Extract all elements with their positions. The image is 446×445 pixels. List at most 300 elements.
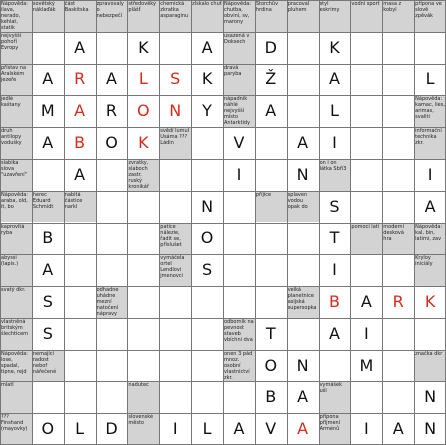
empty-cell[interactable] — [127, 286, 159, 318]
cell-letter: D — [105, 419, 118, 439]
cell-letter: N — [296, 355, 309, 375]
clue-text: narkl — [64, 203, 78, 210]
empty-cell[interactable] — [350, 159, 382, 191]
cell-letter: I — [363, 419, 369, 439]
letter-cell[interactable] — [32, 286, 64, 318]
empty-cell[interactable] — [64, 381, 96, 413]
letter-cell[interactable] — [319, 286, 351, 318]
clue-cell — [127, 159, 159, 191]
empty-cell[interactable] — [255, 286, 287, 318]
clue-cell — [223, 350, 255, 382]
cell-letter: K — [138, 37, 149, 57]
empty-cell[interactable] — [319, 350, 351, 382]
empty-cell[interactable] — [191, 318, 223, 350]
empty-cell[interactable] — [127, 318, 159, 350]
clue-cell — [64, 191, 96, 223]
empty-cell[interactable] — [96, 350, 128, 382]
letter-cell[interactable] — [191, 32, 223, 64]
grid-line-horizontal — [0, 159, 446, 160]
clue-cell — [0, 95, 32, 127]
empty-cell[interactable] — [350, 381, 382, 413]
cell-letter: A — [329, 323, 340, 343]
empty-cell[interactable] — [64, 350, 96, 382]
letter-cell[interactable] — [414, 64, 446, 96]
empty-cell[interactable] — [350, 191, 382, 223]
empty-cell[interactable] — [287, 64, 319, 96]
empty-cell[interactable] — [127, 223, 159, 255]
letter-cell[interactable] — [319, 318, 351, 350]
clue-text: nejvyšší místo Antarktidy — [224, 108, 251, 127]
empty-cell[interactable] — [159, 191, 191, 223]
empty-cell[interactable] — [223, 254, 255, 286]
grid-line-horizontal — [0, 223, 446, 224]
cell-letter: I — [332, 133, 337, 153]
empty-cell[interactable] — [350, 95, 382, 127]
clue-text: abyssi (lapis.) — [1, 255, 19, 268]
letter-cell[interactable] — [32, 127, 64, 159]
empty-cell[interactable] — [64, 254, 96, 286]
letter-cell[interactable] — [32, 95, 64, 127]
letter-cell[interactable] — [287, 413, 319, 445]
clue-text: nápadník náhlé — [224, 96, 248, 109]
letter-cell[interactable] — [319, 254, 351, 286]
empty-cell[interactable] — [32, 381, 64, 413]
clue-cell — [382, 0, 414, 32]
cell-letter: B — [74, 133, 86, 153]
letter-cell[interactable] — [159, 64, 191, 96]
clue-text: Lendlovi jmenovci — [160, 267, 183, 280]
grid-line-horizontal — [0, 350, 446, 351]
clue-cell — [0, 191, 32, 223]
empty-cell[interactable] — [255, 223, 287, 255]
cell-letter: A — [360, 291, 372, 311]
letter-cell[interactable] — [96, 64, 128, 96]
clue-text: středověký plášť — [128, 1, 156, 13]
clue-cell — [32, 191, 64, 223]
clue-cell — [350, 223, 382, 255]
cell-letter: A — [42, 69, 54, 89]
empty-cell[interactable] — [350, 127, 382, 159]
clue-text: splaven vodou — [287, 191, 308, 204]
clue-cell — [223, 318, 255, 350]
clue-cell — [414, 0, 446, 32]
cell-letter: S — [329, 196, 340, 216]
cell-letter: Y — [202, 101, 212, 121]
letter-cell[interactable] — [350, 413, 382, 445]
cell-letter: B — [42, 228, 54, 248]
empty-cell[interactable] — [96, 318, 128, 350]
cell-letter: T — [329, 228, 340, 248]
clue-text: usazená v Doksech — [224, 32, 250, 45]
letter-cell[interactable] — [159, 95, 191, 127]
clue-cell — [0, 318, 32, 350]
clue-text: nejvyšší pohoří Evropy — [1, 32, 22, 51]
letter-cell[interactable] — [191, 254, 223, 286]
letter-cell[interactable] — [255, 64, 287, 96]
empty-cell[interactable] — [159, 318, 191, 350]
cell-letter: A — [74, 164, 86, 184]
empty-cell[interactable] — [382, 350, 414, 382]
empty-cell[interactable] — [32, 159, 64, 191]
empty-cell[interactable] — [287, 95, 319, 127]
grid-line-horizontal — [0, 32, 446, 33]
letter-cell[interactable] — [96, 413, 128, 445]
empty-cell[interactable] — [191, 350, 223, 382]
clue-text: masa z kobyl — [383, 1, 402, 13]
clue-cell — [0, 0, 32, 32]
letter-cell[interactable] — [191, 191, 223, 223]
letter-cell[interactable] — [319, 64, 351, 96]
letter-cell[interactable] — [350, 286, 382, 318]
clue-text: odhadne uhádne — [96, 287, 119, 300]
cell-letter: O — [264, 355, 278, 375]
empty-cell[interactable] — [127, 254, 159, 286]
empty-cell[interactable] — [191, 381, 223, 413]
clue-text: zlskalo chuť — [192, 1, 222, 7]
letter-cell[interactable] — [319, 191, 351, 223]
clue-text: nálezie, řadit se, příslušet — [160, 229, 182, 248]
clue-cell — [414, 350, 446, 382]
empty-cell[interactable] — [255, 254, 287, 286]
cell-letter: N — [169, 101, 182, 121]
clue-text: svědí lumul — [160, 128, 190, 135]
cell-letter: N — [424, 419, 437, 439]
clue-cell — [0, 127, 32, 159]
letter-cell[interactable] — [191, 223, 223, 255]
clue-cell — [223, 64, 255, 96]
cell-letter: R — [74, 69, 86, 89]
letter-cell[interactable] — [319, 127, 351, 159]
clue-cell — [319, 381, 351, 413]
cell-letter: A — [297, 419, 309, 439]
clue-cell — [0, 32, 32, 64]
empty-cell[interactable] — [255, 127, 287, 159]
letter-cell[interactable] — [350, 350, 382, 382]
grid-line-horizontal — [0, 95, 446, 96]
letter-cell[interactable] — [414, 381, 446, 413]
empty-cell[interactable] — [159, 32, 191, 64]
cell-letter: Ž — [265, 69, 277, 89]
clue-text: ??? Finshand (mayovky) — [1, 414, 28, 433]
clue-text: zvratky, slaboch zastr. — [128, 159, 149, 178]
clue-cell — [350, 0, 382, 32]
clue-text: Nápověda: ilava, nerado, kehlat, statik — [1, 1, 28, 31]
empty-cell[interactable] — [382, 95, 414, 127]
empty-cell[interactable] — [382, 191, 414, 223]
empty-cell[interactable] — [287, 254, 319, 286]
clue-text: jedlé kaštany — [1, 96, 21, 109]
clue-text: patice — [160, 223, 176, 230]
clue-cell — [223, 95, 255, 127]
empty-cell[interactable] — [159, 381, 191, 413]
empty-cell[interactable] — [255, 159, 287, 191]
clue-text: zpravovaly o nebezpečí — [96, 1, 124, 19]
empty-cell[interactable] — [96, 159, 128, 191]
cell-letter: A — [74, 37, 86, 57]
empty-cell[interactable] — [382, 32, 414, 64]
letter-cell[interactable] — [159, 413, 191, 445]
letter-cell[interactable] — [255, 318, 287, 350]
letter-cell[interactable] — [32, 254, 64, 286]
empty-cell[interactable] — [191, 127, 223, 159]
letter-cell[interactable] — [287, 350, 319, 382]
letter-cell[interactable] — [127, 127, 159, 159]
clue-text: kaprovitá ryba — [1, 223, 25, 236]
empty-cell[interactable] — [32, 32, 64, 64]
clue-cell — [127, 381, 159, 413]
letter-cell[interactable] — [223, 159, 255, 191]
cell-letter: S — [170, 69, 181, 89]
letter-cell[interactable] — [414, 159, 446, 191]
grid-line-horizontal — [0, 413, 446, 414]
letter-cell[interactable] — [64, 159, 96, 191]
empty-cell[interactable] — [64, 286, 96, 318]
cell-letter: A — [329, 69, 340, 89]
clue-cell — [255, 0, 287, 32]
letter-cell[interactable] — [191, 95, 223, 127]
letter-cell[interactable] — [32, 413, 64, 445]
clue-cell — [287, 0, 319, 32]
empty-cell[interactable] — [223, 223, 255, 255]
empty-cell[interactable] — [350, 64, 382, 96]
letter-cell[interactable] — [382, 286, 414, 318]
cell-letter: L — [330, 101, 339, 121]
cell-letter: I — [172, 419, 178, 439]
letter-cell[interactable] — [64, 413, 96, 445]
cell-letter: V — [265, 419, 277, 439]
clue-text: vymáčela ortel — [160, 255, 185, 268]
cell-letter: S — [201, 260, 213, 280]
empty-cell[interactable] — [96, 32, 128, 64]
cell-letter: K — [201, 69, 213, 89]
cell-letter: N — [201, 196, 214, 216]
letter-cell[interactable] — [223, 127, 255, 159]
grid-line-horizontal — [0, 191, 446, 192]
clue-text: moderní desková hra — [383, 223, 404, 242]
cell-letter: B — [265, 387, 277, 407]
clue-text: přístav na Aralském jezeře — [1, 64, 27, 83]
clue-cell — [414, 223, 446, 255]
empty-cell[interactable] — [223, 286, 255, 318]
clue-text: herec Eduard Schmidt — [32, 191, 54, 210]
empty-cell[interactable] — [96, 381, 128, 413]
clue-text: Usáma ??? — [160, 134, 188, 141]
cell-letter: D — [264, 37, 277, 57]
clue-cell — [287, 286, 319, 318]
letter-cell[interactable] — [32, 64, 64, 96]
empty-cell[interactable] — [96, 223, 128, 255]
cell-letter: I — [236, 164, 242, 184]
cell-letter: L — [202, 419, 212, 439]
letter-cell[interactable] — [64, 127, 96, 159]
clue-cell — [127, 413, 159, 445]
clue-text: Ládin — [160, 140, 174, 147]
empty-cell[interactable] — [350, 32, 382, 64]
cell-letter: I — [332, 260, 337, 280]
empty-cell[interactable] — [382, 159, 414, 191]
clue-text: vodní sport — [351, 1, 380, 7]
cell-letter: A — [42, 133, 54, 153]
letter-cell[interactable] — [64, 64, 96, 96]
letter-cell[interactable] — [414, 286, 446, 318]
clue-text: Kryloy inicíály — [415, 255, 433, 268]
letter-cell[interactable] — [287, 127, 319, 159]
letter-cell[interactable] — [382, 413, 414, 445]
empty-cell[interactable] — [414, 32, 446, 64]
empty-cell[interactable] — [382, 318, 414, 350]
letter-cell[interactable] — [255, 381, 287, 413]
empty-cell[interactable] — [96, 191, 128, 223]
clue-cell — [159, 127, 191, 159]
empty-cell[interactable] — [191, 286, 223, 318]
letter-cell[interactable] — [287, 381, 319, 413]
letter-cell[interactable] — [287, 159, 319, 191]
letter-cell[interactable] — [319, 223, 351, 255]
letter-cell[interactable] — [255, 95, 287, 127]
empty-cell[interactable] — [382, 254, 414, 286]
empty-cell[interactable] — [159, 159, 191, 191]
empty-cell[interactable] — [382, 127, 414, 159]
empty-cell[interactable] — [159, 286, 191, 318]
cell-letter: A — [297, 387, 309, 407]
clue-cell — [0, 350, 32, 382]
clue-text: nabitá částice — [64, 191, 83, 204]
letter-cell[interactable] — [414, 413, 446, 445]
clue-text: svatý dkr. — [1, 287, 26, 294]
clue-text: přípona příjmení Arménů — [319, 414, 341, 433]
empty-cell[interactable] — [350, 254, 382, 286]
empty-cell[interactable] — [223, 191, 255, 223]
letter-cell[interactable] — [350, 318, 382, 350]
empty-cell[interactable] — [127, 191, 159, 223]
clue-cell — [414, 127, 446, 159]
clue-text: asijská supersopka — [287, 299, 317, 312]
clue-cell — [64, 0, 96, 32]
letter-cell[interactable] — [32, 318, 64, 350]
clue-text: on i on — [319, 159, 337, 166]
empty-cell[interactable] — [287, 223, 319, 255]
letter-cell[interactable] — [64, 32, 96, 64]
clue-cell — [32, 350, 64, 382]
clue-text: styl eskrimy — [319, 1, 340, 13]
cell-letter: O — [137, 101, 150, 121]
letter-cell[interactable] — [223, 413, 255, 445]
empty-cell[interactable] — [64, 223, 96, 255]
letter-cell[interactable] — [64, 95, 96, 127]
letter-cell[interactable] — [191, 413, 223, 445]
letter-cell[interactable] — [96, 127, 128, 159]
clue-cell — [319, 159, 351, 191]
cell-letter: L — [138, 69, 148, 89]
clue-cell — [191, 0, 223, 32]
clue-cell — [159, 223, 191, 255]
empty-cell[interactable] — [96, 254, 128, 286]
clue-text: nemající radost — [32, 350, 54, 363]
letter-cell[interactable] — [32, 223, 64, 255]
clue-text: ruský kronikář — [128, 177, 149, 190]
grid-line-horizontal — [0, 381, 446, 382]
clue-text: druh antilopy vodušky — [1, 128, 22, 147]
cell-letter: A — [392, 419, 404, 439]
clue-cell — [32, 0, 64, 32]
letter-cell[interactable] — [96, 95, 128, 127]
empty-cell[interactable] — [287, 32, 319, 64]
cell-letter: A — [233, 419, 245, 439]
clue-text: vymášek ušl — [319, 382, 342, 395]
empty-cell[interactable] — [414, 318, 446, 350]
clue-text: příjice — [255, 191, 272, 198]
letter-cell[interactable] — [255, 32, 287, 64]
clue-text: slabika slova "uzavření" — [1, 159, 27, 178]
clue-text: látka Sbří3 — [319, 165, 347, 172]
clue-text: vbíchni dva — [224, 336, 253, 343]
clue-text: chemická zkratka asparaginu — [160, 1, 189, 19]
cell-letter: A — [297, 133, 309, 153]
empty-cell[interactable] — [287, 318, 319, 350]
empty-cell[interactable] — [64, 318, 96, 350]
clue-text: Štorchův hrdina — [255, 1, 279, 13]
cell-letter: I — [427, 164, 433, 184]
clue-cell — [96, 0, 128, 32]
empty-cell[interactable] — [382, 381, 414, 413]
cell-letter: S — [42, 291, 53, 311]
clue-cell — [0, 254, 32, 286]
grid-line-horizontal — [0, 254, 446, 255]
empty-cell[interactable] — [382, 64, 414, 96]
clue-cell — [414, 254, 446, 286]
empty-cell[interactable] — [127, 350, 159, 382]
letter-cell[interactable] — [191, 64, 223, 96]
clue-text: Nápověda: kal, bin, latimi, zav — [415, 223, 443, 242]
grid-line-horizontal — [0, 127, 446, 128]
cell-letter: A — [201, 37, 213, 57]
clue-cell — [0, 286, 32, 318]
cell-letter: L — [75, 419, 85, 439]
letter-cell[interactable] — [127, 64, 159, 96]
clue-cell — [159, 254, 191, 286]
clue-text: sovětský náklaďák — [32, 1, 56, 13]
cell-letter: V — [233, 133, 245, 153]
clue-cell — [223, 32, 255, 64]
empty-cell[interactable] — [191, 159, 223, 191]
letter-cell[interactable] — [127, 95, 159, 127]
letter-cell[interactable] — [414, 191, 446, 223]
grid-line-horizontal — [0, 318, 446, 319]
clue-cell — [414, 95, 446, 127]
clue-text: odborník na pevnost staveb — [224, 318, 254, 337]
letter-cell[interactable] — [319, 32, 351, 64]
clue-text: velká planetnice — [287, 287, 314, 300]
cell-letter: O — [200, 228, 214, 248]
clue-text: mlatl — [1, 382, 14, 389]
clue-text: pracoval pluhem — [287, 1, 310, 13]
clue-text: onen 3 pád mnoz. — [224, 350, 253, 363]
letter-cell[interactable] — [255, 413, 287, 445]
letter-cell[interactable] — [319, 95, 351, 127]
letter-cell[interactable] — [255, 350, 287, 382]
clue-text: část Baskitska — [64, 1, 89, 13]
cell-letter: O — [105, 133, 118, 153]
empty-cell[interactable] — [159, 350, 191, 382]
cell-letter: L — [425, 69, 435, 89]
clue-cell — [319, 413, 351, 445]
clue-text: dravá paryba — [224, 64, 242, 77]
empty-cell[interactable] — [223, 381, 255, 413]
cell-letter: B — [328, 291, 340, 311]
cell-letter: A — [42, 260, 54, 280]
clue-text: osobní vlastnictví zkr. — [224, 362, 250, 381]
letter-cell[interactable] — [127, 32, 159, 64]
